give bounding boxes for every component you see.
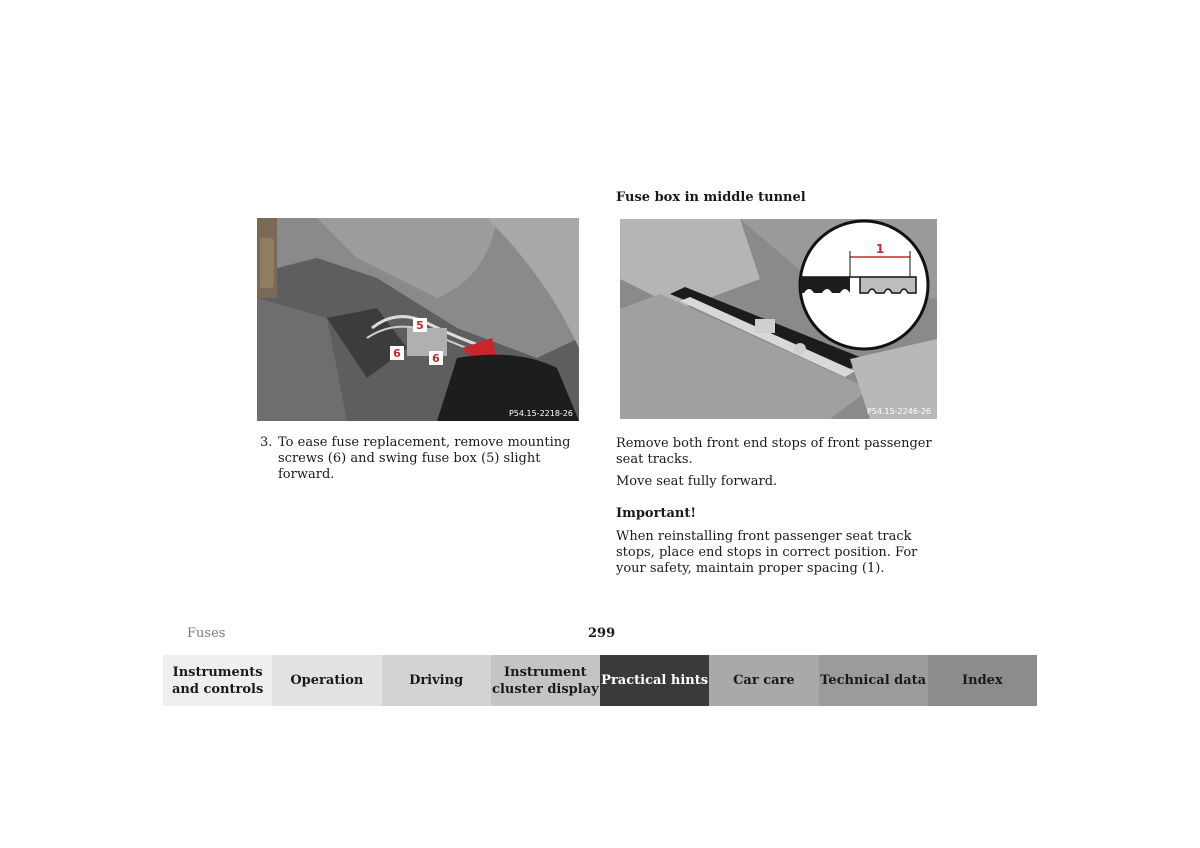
section-heading: Fuse box in middle tunnel xyxy=(616,190,806,205)
tab-instruments-and-controls[interactable] xyxy=(163,655,272,706)
fuse-box-dashboard-illustration xyxy=(257,218,579,421)
important-heading: Important! xyxy=(616,506,697,521)
callout-6-left: 6 xyxy=(393,347,401,360)
tab-label: Instrument cluster display xyxy=(492,664,599,697)
tab-driving[interactable] xyxy=(382,655,491,706)
tab-label: Technical data xyxy=(820,673,927,688)
tab-label: Practical hints xyxy=(601,673,709,688)
tab-label: Operation xyxy=(290,673,364,688)
tab-index[interactable] xyxy=(928,655,1037,706)
step-number: 3. xyxy=(260,435,273,450)
figure-code: P54.15-2218-26 xyxy=(508,409,573,418)
section-name: Fuses xyxy=(187,626,226,641)
dashboard-drawing xyxy=(257,218,579,421)
tab-label: Car care xyxy=(733,673,795,688)
tab-label: Driving xyxy=(409,673,464,688)
tab-label: Instruments and controls xyxy=(171,664,264,697)
tab-practical-hints[interactable] xyxy=(600,655,709,706)
step-text: To ease fuse replacement, remove mounting screws (6) and swing fuse box (5) slight forward. xyxy=(278,435,571,482)
figure-code-right: P54.15-2246-26 xyxy=(866,407,931,416)
paragraph-move-seat: Move seat fully forward. xyxy=(616,474,778,489)
callout-6-right: 6 xyxy=(432,352,440,365)
tab-technical-data[interactable] xyxy=(819,655,928,706)
tab-car-care[interactable] xyxy=(709,655,818,706)
chapter-tab-bar xyxy=(163,655,1037,706)
tab-instrument-cluster-display[interactable] xyxy=(491,655,600,706)
tab-operation[interactable] xyxy=(272,655,381,706)
callout-5: 5 xyxy=(416,319,424,332)
seat-track-drawing xyxy=(620,219,937,419)
paragraph-remove-stops: Remove both front end stops of front passenger seat tracks. xyxy=(616,436,932,467)
tab-label: Index xyxy=(962,673,1003,688)
page-number: 299 xyxy=(588,626,616,641)
seat-track-illustration xyxy=(620,219,937,419)
callout-1: 1 xyxy=(875,242,885,256)
important-text: When reinstalling front passenger seat track stops, place end stops in correct position. For your safety, maintain proper spacing (1). xyxy=(616,529,918,576)
